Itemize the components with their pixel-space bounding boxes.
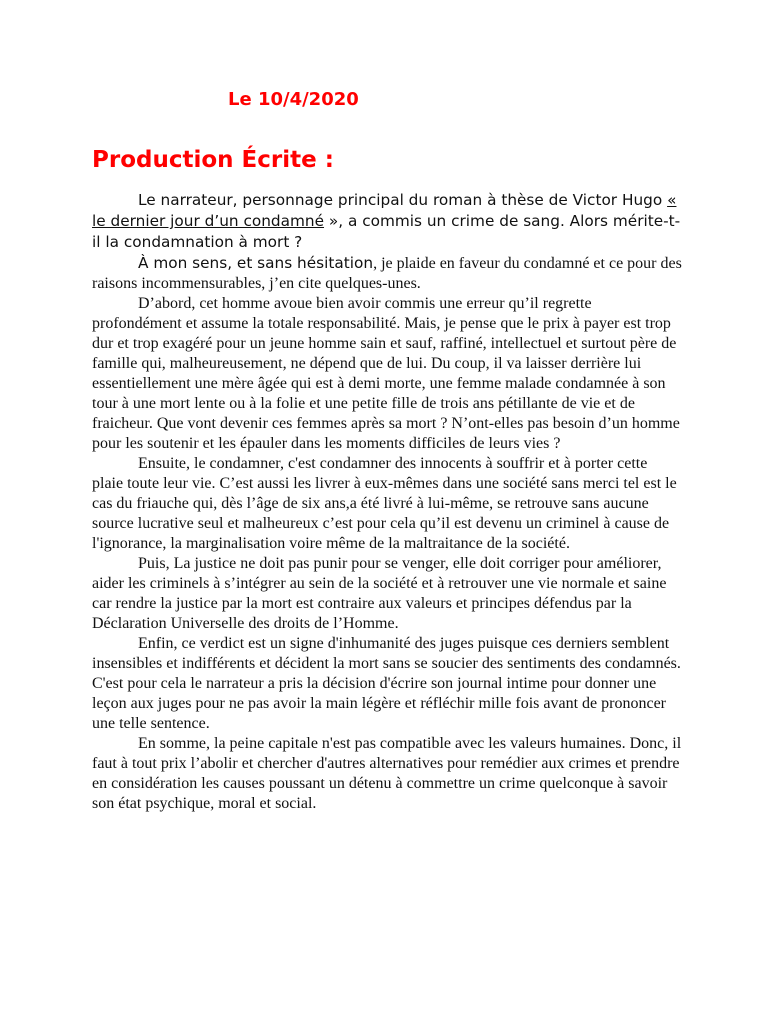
paragraph-argument-4: Enfin, ce verdict est un signe d'inhumanité des juges puisque ces derniers semblent insensibles et indifférents et décident la mort sans se soucier des sentiments des condamnés. C'est pour cela le narrateur a pris la décision d'écrire son journal intime pour donner une leçon aux juges pour ne pas avoir la main légère et réfléchir mille fois avant de prononcer une telle sentence. xyxy=(92,635,681,732)
intro-text-before: Le narrateur, personnage principal du roman à thèse de Victor Hugo xyxy=(138,191,668,209)
paragraph-introduction xyxy=(92,190,682,253)
document-body xyxy=(92,190,682,814)
paragraph-conclusion: En somme, la peine capitale n'est pas compatible avec les valeurs humaines. Donc, il faut à tout prix l’abolir et chercher d'autres alternatives pour remédier aux crimes et prendre en considération les causes poussant un détenu à commettre un crime quelconque à savoir son état psychique, moral et social. xyxy=(92,735,682,812)
document-title: Production Écrite : xyxy=(92,147,334,173)
intro-text-after: », a commis un crime de sang. Alors mérite-t-il la condamnation à mort ? xyxy=(92,212,681,251)
document-date: Le 10/4/2020 xyxy=(228,89,359,110)
paragraph-argument-2: Ensuite, le condamner, c'est condamner des innocents à souffrir et à porter cette plaie toute leur vie. C’est aussi les livrer à eux-mêmes dans une société sans merci tel est le cas du friauche qui, dès l’âge de six ans,a été livré à lui-même, se retrouve sans aucune source lucrative seul et malheureux c’est pour cela qu’il est devenu un criminel à cause de l'ignorance, la marginalisation voire même de la maltraitance de la société. xyxy=(92,455,677,552)
thesis-lead: À mon sens, et sans hésitation xyxy=(138,254,374,272)
thesis-rest: , je plaide en faveur du condamné et ce pour des raisons incommensurables, j’en cite quelques-unes. xyxy=(92,255,682,292)
paragraph-argument-1: D’abord, cet homme avoue bien avoir commis une erreur qu’il regrette profondément et assume la totale responsabilité. Mais, je pense que le prix à payer est trop dur et trop exagéré pour un jeune homme sain et sauf, raffiné, intellectuel et surtout père de famille qui, malheureusement, ne dépend que de lui. Du coup, il va laisser derrière lui essentiellement une mère âgée qui est à demi morte, une femme malade condamnée à son tour à une mort lente ou à la folie et une petite fille de trois ans pétillante de vie et de fraicheur. Que vont devenir ces femmes après sa mort ? N’ont-elles pas besoin d’un homme pour les soutenir et les épauler dans les moments difficiles de leurs vies ? xyxy=(92,295,680,452)
paragraph-thesis xyxy=(92,253,682,294)
paragraph-argument-3: Puis, La justice ne doit pas punir pour se venger, elle doit corriger pour améliorer, aider les criminels à s’intégrer au sein de la société et à retrouver une vie normale et saine car rendre la justice par la mort est contraire aux valeurs et principes défendus par la Déclaration Universelle des droits de l’Homme. xyxy=(92,555,667,632)
book-title: « le dernier jour d’un condamné xyxy=(92,191,677,230)
